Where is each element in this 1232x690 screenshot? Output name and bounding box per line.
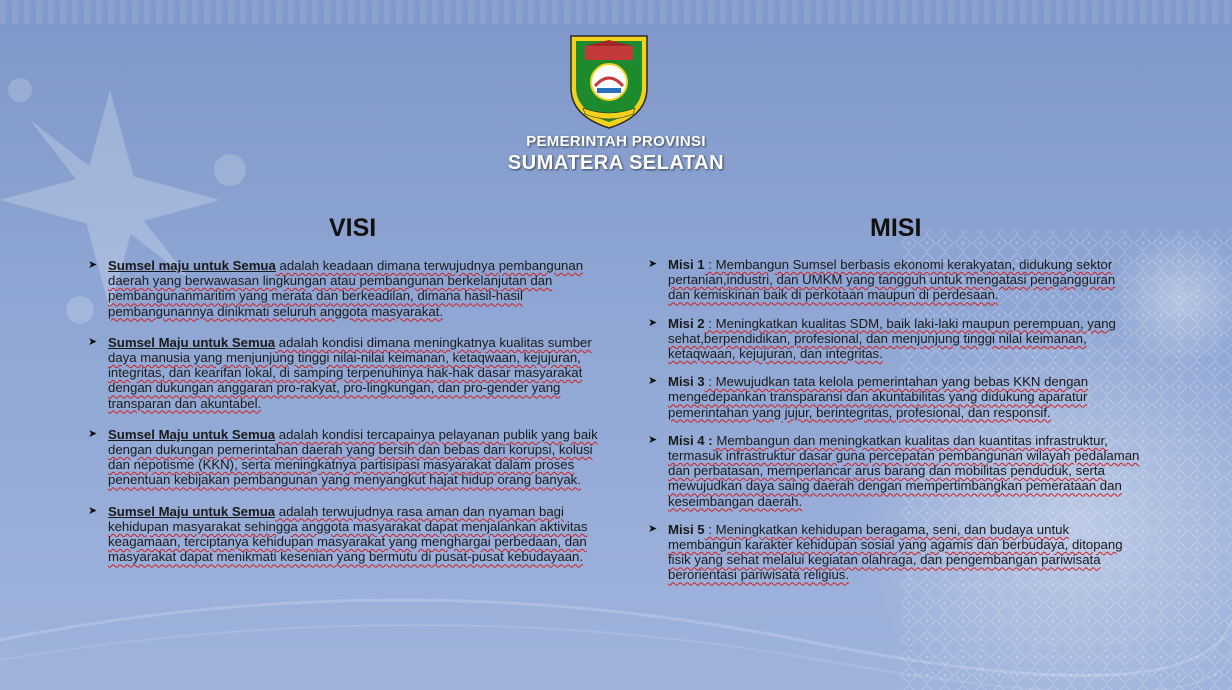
visi-item xyxy=(88,427,616,488)
misi-list xyxy=(648,257,1140,596)
visi-item xyxy=(88,504,616,565)
misi-item xyxy=(648,257,1140,303)
misi-item-lead: Misi 3 xyxy=(668,374,705,390)
misi-item xyxy=(648,374,1140,420)
arrow-bullet-icon: ➤ xyxy=(648,522,658,535)
misi-item-lead: Misi 2 xyxy=(668,315,705,331)
visi-item xyxy=(88,335,616,411)
arrow-bullet-icon: ➤ xyxy=(88,504,98,517)
visi-item-text: adalah kondisi dimana meningkatnya kualitas sumber daya manusia yang menjunjung tinggi nilai-nilai keimanan, ketaqwaan, kejujuran, integritas, dan kearifan lokal, di samping terpenuhinya hak-hak dasar masyarakat dengan dukungan anggaran pro-rakyat, pro-lingkungan, dan pro-gender yang transparan dan akuntabel. xyxy=(108,334,592,411)
arrow-bullet-icon: ➤ xyxy=(648,433,658,446)
misi-item xyxy=(648,522,1140,583)
misi-heading: MISI xyxy=(870,214,922,242)
arrow-bullet-icon: ➤ xyxy=(88,427,98,440)
visi-item-text: adalah terwujudnya rasa aman dan nyaman bagi kehidupan masyarakat sehingga anggota masyarakat dapat menjalankan aktivitas keagamaan, terciptanya kehidupan masyarakat yang menghargai perbedaan, dan masyarakat dapat menikmati kesenian yang bermutu di pusat-pusat kebudayaan. xyxy=(108,503,588,565)
misi-item xyxy=(648,433,1140,509)
visi-item-text: adalah keadaan dimana terwujudnya pembangunan daerah yang berwawasan lingkungan atau pembangunan berkelanjutan dan pembangunanmaritim yang merata dan berkeadilan, dimana hasil-hasil pembangunannya dinikmati seluruh anggota masyarakat. xyxy=(108,258,584,319)
visi-item xyxy=(88,258,616,319)
misi-item-text: Membangun dan meningkatkan kualitas dan kuantitas infrastruktur, termasuk infrastruktur dasar guna percepatan pembangunan wilayah pedalaman dan perbatasan, memperlancar arus barang dan mobilitas penduduk, serta mewujudkan daya saing daerah dengan mempertimbangkan pemerataan dan keseimbangan daerah. xyxy=(668,432,1140,509)
header-government-label: PEMERINTAH PROVINSI xyxy=(526,133,706,150)
visi-item-text: adalah kondisi tercapainya pelayanan publik yang baik dengan dukungan pemerintahan daerah yang bersih dan bebas dari korupsi, kolusi dan nepotisme (KKN), serta meningkatnya partisipasi masyarakat dalam proses penentuan kebijakan pembangunan yang menyangkut hajat hidup orang banyak. xyxy=(108,426,598,488)
visi-item-lead: Sumsel Maju untuk Semua xyxy=(108,334,276,350)
misi-item-text: : Meningkatkan kehidupan beragama, seni, dan budaya untuk membangun karakter kehidupan sosial yang agamis dan berbudaya, ditopang fisik yang sehat melalui kegiatan olahraga, dan pengembangan pariwisata berorientasi pariwisata religius. xyxy=(668,521,1123,583)
arrow-bullet-icon: ➤ xyxy=(88,259,98,271)
misi-item-text: : Membangun Sumsel berbasis ekonomi kerakyatan, didukung sektor pertanian,industri, dan UMKM yang tangguh untuk mengatasi pengangguran dan kemiskinan baik di perkotaan maupun di perdesaan. xyxy=(668,257,1116,303)
arrow-bullet-icon: ➤ xyxy=(648,375,658,388)
visi-item-lead: Sumsel Maju untuk Semua xyxy=(108,503,276,519)
arrow-bullet-icon: ➤ xyxy=(88,335,98,348)
misi-item-lead: Misi 5 xyxy=(668,521,705,537)
header-province-name: SUMATERA SELATAN xyxy=(507,152,725,174)
visi-item-lead: Sumsel Maju untuk Semua xyxy=(108,426,276,442)
top-decorative-band xyxy=(0,0,1232,24)
visi-list xyxy=(88,258,616,580)
misi-item-lead: Misi 4 : xyxy=(668,432,713,448)
misi-item xyxy=(648,316,1140,362)
arrow-bullet-icon: ➤ xyxy=(648,258,658,270)
misi-item-lead: Misi 1 xyxy=(668,257,705,272)
visi-heading: VISI xyxy=(329,214,377,242)
provincial-emblem-icon xyxy=(567,30,651,130)
misi-item-text: : Meningkatkan kualitas SDM, baik laki-laki maupun perempuan, yang sehat,berpendidikan, profesional, dan menjunjung tinggi nilai keimanan, ketaqwaan, kejujuran, dan integritas. xyxy=(668,315,1116,362)
visi-item-lead: Sumsel maju untuk Semua xyxy=(108,258,276,273)
arrow-bullet-icon: ➤ xyxy=(648,316,658,329)
misi-item-text: : Mewujudkan tata kelola pemerintahan yang bebas KKN dengan mengedepankan transparansi dan akuntabilitas yang didukung aparatur pemerintahan yang jujur, berintegritas, profesional, dan responsif. xyxy=(668,374,1089,420)
